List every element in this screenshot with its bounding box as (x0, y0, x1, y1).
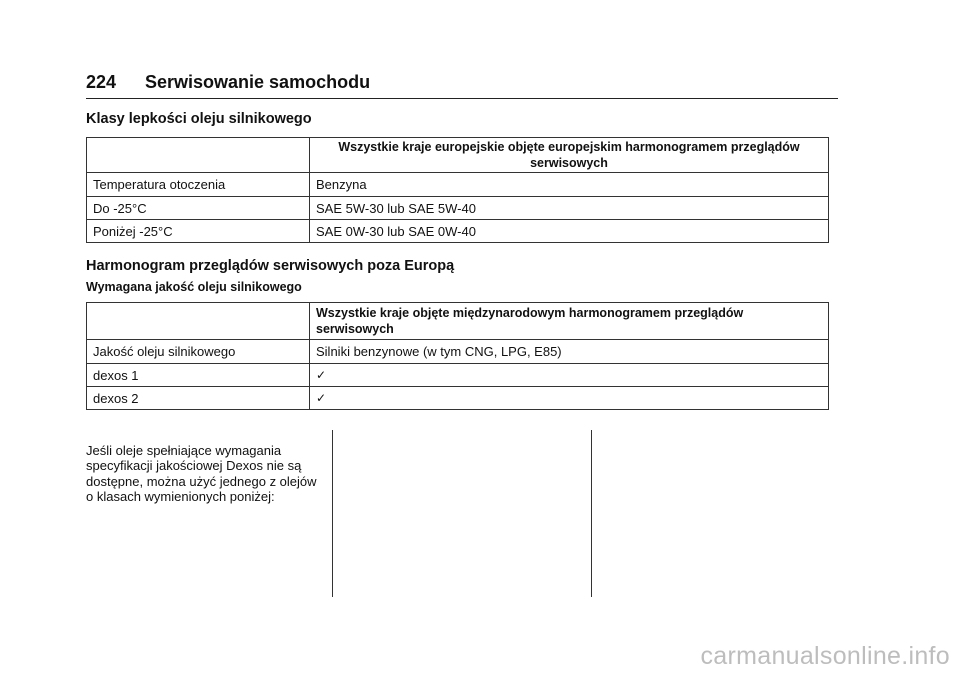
header-cell-empty (87, 138, 310, 173)
table-row (87, 340, 829, 364)
column-divider (591, 430, 592, 597)
table-row (87, 173, 829, 197)
table-row (87, 387, 829, 410)
check-icon: ✓ (310, 387, 829, 410)
table-cell: SAE 5W-30 lub SAE 5W-40 (310, 197, 829, 220)
body-paragraph: Jeśli oleje spełniające wymagania specyfikacji jakościowej Dexos nie są dostępne, można użyć jednego z olejów o klasach wymienionych poniżej: (86, 443, 317, 505)
table-row (87, 197, 829, 220)
table-cell: dexos 2 (87, 387, 310, 410)
table-cell: Benzyna (310, 173, 829, 197)
page-title: Serwisowanie samochodu (145, 72, 371, 92)
header-cell-empty (87, 303, 310, 340)
table-cell: SAE 0W-30 lub SAE 0W-40 (310, 220, 829, 243)
table-row (87, 364, 829, 387)
table-cell: Temperatura otoczenia (87, 173, 310, 197)
table-header-row (87, 303, 829, 340)
page-header (86, 72, 838, 99)
header-cell-international: Wszystkie kraje objęte międzynarodowym harmonogramem przeglądów serwisowych (310, 303, 829, 340)
page-number: 224 (86, 72, 117, 92)
oil-quality-table (86, 302, 829, 410)
oil-quality-subtitle: Wymagana jakość oleju silnikowego (86, 280, 302, 294)
table-header-row (87, 138, 829, 173)
table-row (87, 220, 829, 243)
watermark: carmanualsonline.info (700, 642, 950, 670)
intl-section-title: Harmonogram przeglądów serwisowych poza Europą (86, 258, 455, 274)
table-cell: Poniżej -25°C (87, 220, 310, 243)
table-cell: Do -25°C (87, 197, 310, 220)
table-cell: Silniki benzynowe (w tym CNG, LPG, E85) (310, 340, 829, 364)
viscosity-section-title: Klasy lepkości oleju silnikowego (86, 111, 312, 127)
check-icon: ✓ (310, 364, 829, 387)
header-cell-european: Wszystkie kraje europejskie objęte europejskim harmonogramem przeglądów serwisowych (310, 138, 829, 173)
viscosity-table (86, 137, 829, 243)
table-cell: dexos 1 (87, 364, 310, 387)
column-divider (332, 430, 333, 597)
table-cell: Jakość oleju silnikowego (87, 340, 310, 364)
